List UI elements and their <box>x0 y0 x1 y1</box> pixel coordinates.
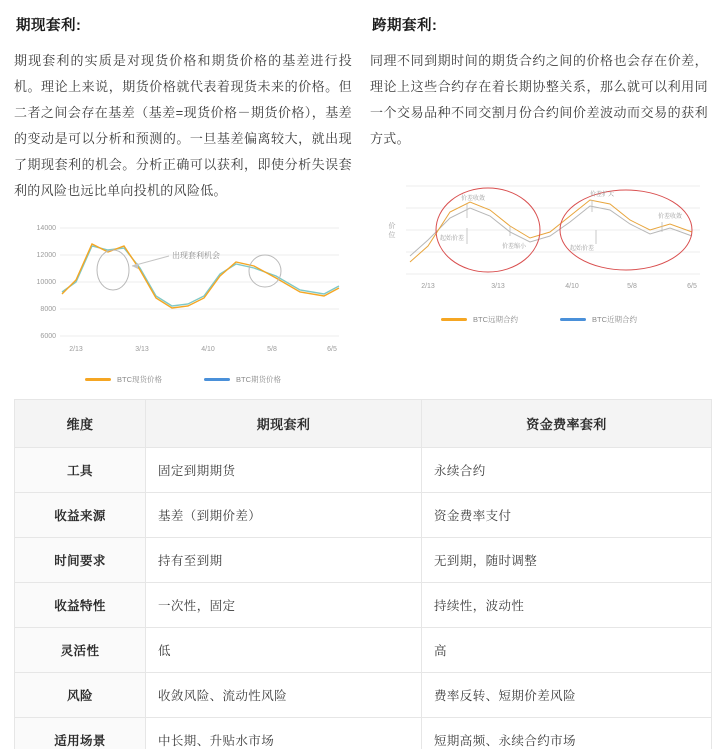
legend-item-futures <box>204 374 281 385</box>
legend-item-far-contract <box>441 314 518 325</box>
chart-legend-right <box>370 314 708 325</box>
table-row <box>15 583 712 628</box>
section-body-right: 同理不同到期时间的期货合约之间的价格也会存在价差，理论上这些合约存在着长期协整关系，那么就可以利用同一个交易品种不同交割月份合约间价差波动而交易的获利方式。 <box>370 53 708 146</box>
chart-ylabel-right: 价 <box>388 223 396 230</box>
row-label: 适用场景 <box>15 718 146 749</box>
row-label: 收益来源 <box>15 493 146 538</box>
cell-spot-futures: 中长期、升贴水市场 <box>146 718 422 749</box>
svg-text:3/13: 3/13 <box>135 346 149 353</box>
cell-spot-futures: 固定到期期货 <box>146 448 422 493</box>
legend-swatch-icon <box>560 318 586 321</box>
row-label: 收益特性 <box>15 583 146 628</box>
svg-text:6/5: 6/5 <box>327 346 337 353</box>
svg-text:4/10: 4/10 <box>565 283 579 290</box>
chart-svg-left <box>14 218 352 368</box>
column-spot-futures-arbitrage <box>14 14 352 385</box>
svg-text:3/13: 3/13 <box>491 283 505 290</box>
chart-annot-4: 价差收敛 <box>657 214 683 220</box>
row-label: 风险 <box>15 673 146 718</box>
section-title-left: 期现套利: <box>16 18 82 34</box>
svg-text:2/13: 2/13 <box>421 283 435 290</box>
table-row <box>15 628 712 673</box>
cell-funding-rate: 费率反转、短期价差风险 <box>422 673 712 718</box>
svg-text:位: 位 <box>388 232 396 239</box>
svg-text:5/8: 5/8 <box>627 283 637 290</box>
cell-spot-futures: 持有至到期 <box>146 538 422 583</box>
cell-funding-rate: 短期高频、永续合约市场 <box>422 718 712 749</box>
table-header-row <box>15 400 712 448</box>
chart-spot-vs-futures <box>14 218 352 385</box>
chart-calendar-spread <box>370 178 708 325</box>
svg-text:5/8: 5/8 <box>267 346 277 353</box>
legend-item-spot <box>85 374 162 385</box>
table-row <box>15 448 712 493</box>
legend-swatch-icon <box>85 378 111 381</box>
table-body <box>15 448 712 749</box>
section-body-left: 期现套利的实质是对现货价格和期货价格的基差进行投机。理论上来说，期货价格就代表着现货未来的价格。但二者之间会存在基差（基差=现货价格－期货价格），基差的变动是可以分析和预测的。一旦基差偏离较大，就出现了期现套利的机会。分析正确可以获利，即使分析失误套利的风险也远比单向投机的风险低。 <box>14 53 352 198</box>
legend-swatch-icon <box>204 378 230 381</box>
cell-funding-rate: 永续合约 <box>422 448 712 493</box>
row-label: 工具 <box>15 448 146 493</box>
comparison-table <box>14 399 712 749</box>
chart-annot-3: 价差扩大 <box>589 192 615 198</box>
chart-svg-right <box>370 178 708 308</box>
svg-text:10000: 10000 <box>36 279 56 286</box>
chart-annot-1: 起始价差 <box>439 236 465 242</box>
svg-text:6000: 6000 <box>40 333 56 340</box>
cell-spot-futures: 一次性，固定 <box>146 583 422 628</box>
chart-annot-0: 价差收敛 <box>460 196 486 202</box>
table-row <box>15 538 712 583</box>
table-header <box>15 400 712 448</box>
cell-funding-rate: 资金费率支付 <box>422 493 712 538</box>
svg-text:6/5: 6/5 <box>687 283 697 290</box>
cell-spot-futures: 低 <box>146 628 422 673</box>
table-row <box>15 718 712 749</box>
row-label: 时间要求 <box>15 538 146 583</box>
cell-funding-rate: 高 <box>422 628 712 673</box>
svg-text:4/10: 4/10 <box>201 346 215 353</box>
comparison-table-wrapper <box>0 385 725 749</box>
table-row <box>15 493 712 538</box>
section-title-right: 跨期套利: <box>372 18 438 34</box>
table-row <box>15 673 712 718</box>
cell-funding-rate: 持续性，波动性 <box>422 583 712 628</box>
cell-spot-futures: 收敛风险、流动性风险 <box>146 673 422 718</box>
legend-label-spot: BTC现货价格 <box>117 375 162 384</box>
legend-item-near-contract <box>560 314 637 325</box>
legend-swatch-icon <box>441 318 467 321</box>
cell-funding-rate: 无到期，随时调整 <box>422 538 712 583</box>
svg-text:12000: 12000 <box>36 252 56 259</box>
cell-spot-futures: 基差（到期价差） <box>146 493 422 538</box>
chart-annot-5: 起始价差 <box>569 246 595 252</box>
chart-legend-left <box>14 374 352 385</box>
chart-annot-2: 价差缩小 <box>501 244 527 250</box>
column-header-spot-futures: 期现套利 <box>146 400 422 448</box>
row-label: 灵活性 <box>15 628 146 673</box>
legend-label-futures: BTC期货价格 <box>236 375 281 384</box>
svg-text:14000: 14000 <box>36 225 56 232</box>
legend-label-far: BTC远期合约 <box>473 315 518 324</box>
column-calendar-spread-arbitrage <box>370 14 708 385</box>
svg-text:8000: 8000 <box>40 306 56 313</box>
chart-annotation-left: 出现套利机会 <box>172 251 220 260</box>
column-header-funding-rate: 资金费率套利 <box>422 400 712 448</box>
column-header-dimension: 维度 <box>15 400 146 448</box>
svg-text:2/13: 2/13 <box>69 346 83 353</box>
legend-label-near: BTC近期合约 <box>592 315 637 324</box>
